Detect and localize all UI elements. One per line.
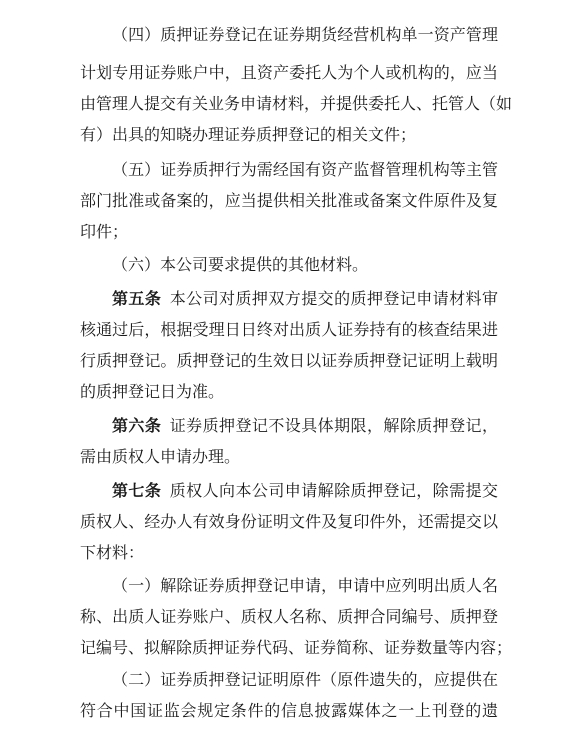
article-7-heading: 第七条 [112,481,162,500]
item-1-line-2: 称、出质人证券账户、质权人名称、质押合同编号、质押登 [80,607,498,626]
article-7-line-1 [112,476,498,506]
article-5-line-4: 的质押登记日为准。 [80,382,225,401]
item-1-line-1: （一）解除证券质押登记申请，申请中应列明出质人名 [112,576,498,595]
article-6-heading: 第六条 [112,416,162,435]
item-2-line-2: 符合中国证监会规定条件的信息披露媒体之一上刊登的遗 [80,701,498,720]
article-6-line-1 [112,411,498,441]
article-5-heading: 第五条 [112,289,162,308]
paragraph-5-line-2: 部门批准或备案的，应当提供相关批准或备案文件原件及复 [80,191,498,210]
article-5-line-3: 行质押登记。质押登记的生效日以证券质押登记证明上载明 [80,351,498,370]
paragraph-4-line-3: 由管理人提交有关业务申请材料，并提供委托人、托管人（如 [80,94,513,113]
article-7-line-2: 质权人、经办人有效身份证明文件及复印件外，还需提交以 [80,512,498,531]
paragraph-5-line-3: 印件； [80,222,129,241]
paragraph-4-line-2: 计划专用证券账户中，且资产委托人为个人或机构的，应当 [80,63,498,82]
article-5-body: 本公司对质押双方提交的质押登记申请材料审 [169,289,498,308]
paragraph-5-line-1: （五）证券质押行为需经国有资产监督管理机构等主管 [112,160,498,179]
item-1-line-3: 记编号、拟解除质押证券代码、证券简称、证券数量等内容； [80,638,513,657]
article-5-line-1 [112,284,498,314]
paragraph-4-line-4: 有）出具的知晓办理证券质押登记的相关文件； [80,125,417,144]
item-2-line-1: （二）证券质押登记证明原件（原件遗失的，应提供在 [112,670,498,689]
paragraph-4-line-1: （四）质押证券登记在证券期货经营机构单一资产管理 [112,25,498,44]
article-5-line-2: 核通过后，根据受理日日终对出质人证券持有的核查结果进 [80,320,498,339]
article-7-body: 质权人向本公司申请解除质押登记，除需提交 [169,481,498,500]
article-7-line-3: 下材料： [80,543,145,562]
paragraph-6-line-1: （六）本公司要求提供的其他材料。 [112,255,369,274]
article-6-body: 证券质押登记不设具体期限，解除质押登记， [169,416,498,435]
article-6-line-2: 需由质权人申请办理。 [80,447,241,466]
